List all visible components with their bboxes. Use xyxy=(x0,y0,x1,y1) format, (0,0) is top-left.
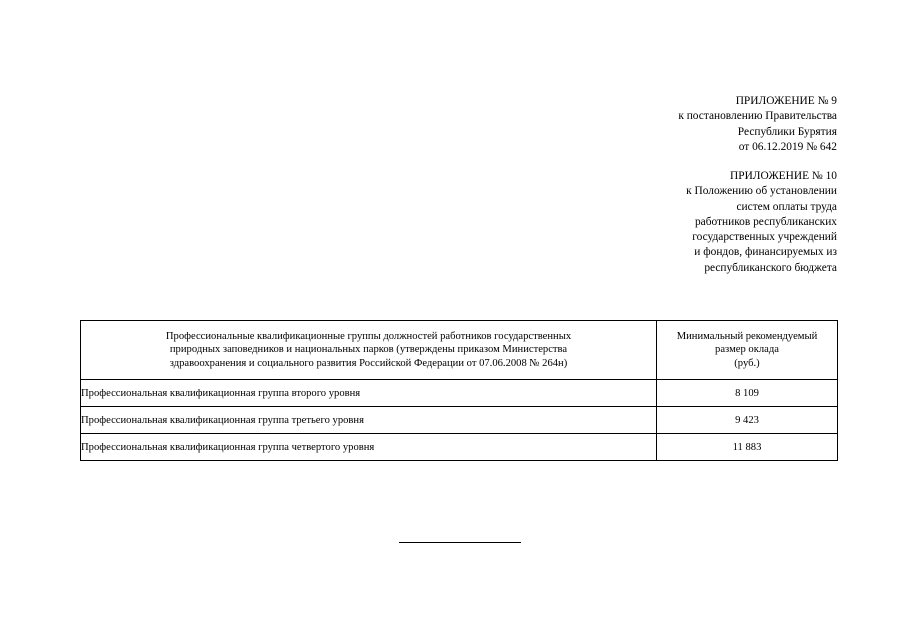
header-qualification-groups xyxy=(81,321,657,380)
header-groups-line: здравоохранения и социального развития Российской Федерации от 07.06.2008 № 264н) xyxy=(169,357,568,369)
header-salary-line: размер оклада xyxy=(715,344,779,356)
salary-table xyxy=(80,320,838,461)
header-salary-line: (руб.) xyxy=(734,357,760,369)
table-header-row xyxy=(81,321,838,380)
table-row xyxy=(81,434,838,461)
header-min-salary xyxy=(657,321,838,380)
end-of-document-divider xyxy=(399,542,521,543)
appendix-10-title: ПРИЛОЖЕНИЕ № 10 xyxy=(730,170,837,182)
appendix-10-line: республиканского бюджета xyxy=(704,261,837,274)
salary-cell: 9 423 xyxy=(657,407,838,434)
appendix-9-date-number: от 06.12.2019 № 642 xyxy=(738,140,837,153)
table-row xyxy=(81,380,838,407)
appendix-9-line: к постановлению Правительства xyxy=(678,110,837,123)
appendix-9-title: ПРИЛОЖЕНИЕ № 9 xyxy=(735,95,837,107)
qualification-group-cell: Профессиональная квалификационная группа четвертого уровня xyxy=(81,434,657,461)
appendix-10-block xyxy=(686,169,837,276)
table-row xyxy=(81,407,838,434)
header-salary-line: Минимальный рекомендуемый xyxy=(676,330,818,342)
appendix-10-line: к Положению об установлении xyxy=(686,185,837,198)
salary-cell: 11 883 xyxy=(657,434,838,461)
salary-cell: 8 109 xyxy=(657,380,838,407)
appendix-9-line: Республики Бурятия xyxy=(737,125,837,138)
appendix-10-line: работников республиканских xyxy=(694,215,837,228)
qualification-group-cell: Профессиональная квалификационная группа второго уровня xyxy=(81,380,657,407)
appendix-10-line: государственных учреждений xyxy=(692,231,837,244)
header-groups-line: Профессиональные квалификационные группы должностей работников государственных xyxy=(165,330,572,342)
appendix-9-block xyxy=(678,94,837,155)
appendix-10-line: и фондов, финансируемых из xyxy=(694,246,837,259)
appendix-10-line: систем оплаты труда xyxy=(736,200,837,213)
qualification-group-cell: Профессиональная квалификационная группа третьего уровня xyxy=(81,407,657,434)
header-groups-line: природных заповедников и национальных парков (утверждены приказом Министерства xyxy=(169,344,568,356)
